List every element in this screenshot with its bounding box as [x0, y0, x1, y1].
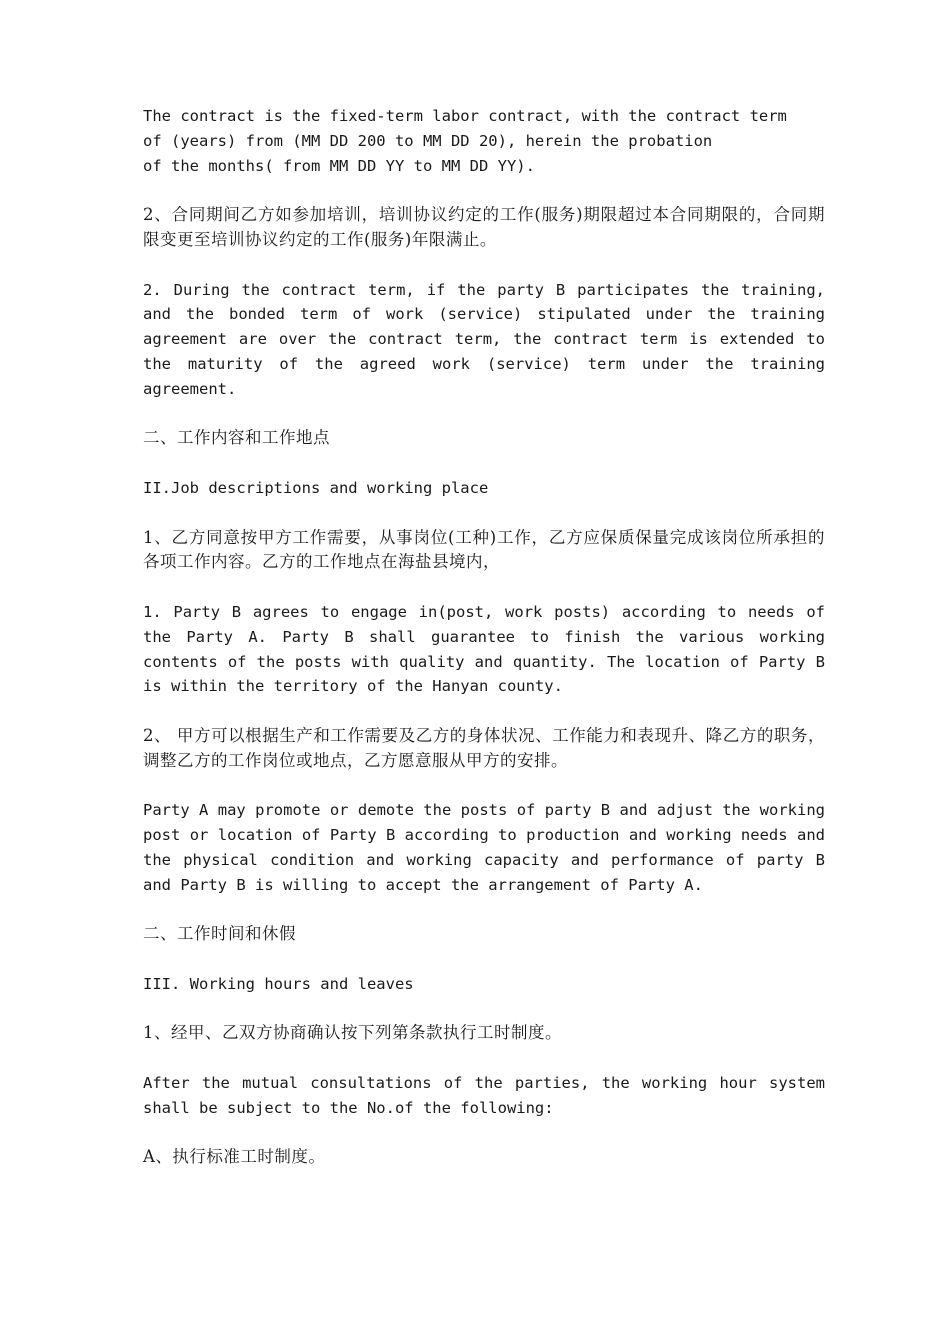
paragraph-contract-term-en [143, 104, 825, 178]
section-heading-hours-zh: 二、工作时间和休假 [143, 924, 296, 944]
paragraph-adjust-zh: 2、 甲方可以根据生产和工作需要及乙方的身体状况、工作能力和表现升、降乙方的职务，调整乙方的工作岗位或地点，乙方愿意服从甲方的安排。 [143, 725, 825, 770]
text-line: of (years) from (MM DD 200 to MM DD 20), herein the probation [143, 131, 713, 150]
text-line: The contract is the fixed-term labor contract, with the contract term [143, 107, 787, 125]
paragraph-adjust-en: Party A may promote or demote the posts of party B and adjust the working post or location of Party B according to production and working needs and the physical condition and working capacity and performance of party B and Party B is willing to accept the arrangement of Party A. [143, 801, 825, 894]
paragraph-post-en: 1. Party B agrees to engage in(post, work posts) according to needs of the Party A. Party B shall guarantee to finish the various working contents of the posts with quality and quantity. The location of Party B is within the territory of the Hanyan county. [143, 602, 825, 696]
section-heading-hours-en: III. Working hours and leaves [143, 974, 414, 993]
paragraph-post-zh: 1、乙方同意按甲方工作需要，从事岗位(工种)工作，乙方应保质保量完成该岗位所承担的各项工作内容。乙方的工作地点在海盐县境内， [143, 527, 825, 572]
paragraph-training-zh: 2、合同期间乙方如参加培训，培训协议约定的工作(服务)期限超过本合同期限的，合同期限变更至培训协议约定的工作(服务)年限满止。 [143, 205, 825, 249]
paragraph-hours-system-en: After the mutual consultations of the parties, the working hour system shall be subject to the No.of the following: [143, 1074, 825, 1117]
paragraph-training-en: 2. During the contract term, if the party B participates the training, and the bonded term of work (service) stipulated under the training agreement are over the contract term, the contract term is extended to the maturity of the agreed work (service) term under the training agreement. [143, 280, 825, 398]
section-heading-job-en: II.Job descriptions and working place [143, 478, 489, 497]
section-heading-job-zh: 二、工作内容和工作地点 [143, 428, 330, 448]
paragraph-standard-hours-zh: A、执行标准工时制度。 [143, 1147, 326, 1167]
paragraph-hours-system-zh: 1、经甲、乙双方协商确认按下列第条款执行工时制度。 [143, 1023, 562, 1043]
text-line: of the months( from MM DD YY to MM DD YY). [143, 156, 535, 175]
document-body [143, 104, 825, 1195]
